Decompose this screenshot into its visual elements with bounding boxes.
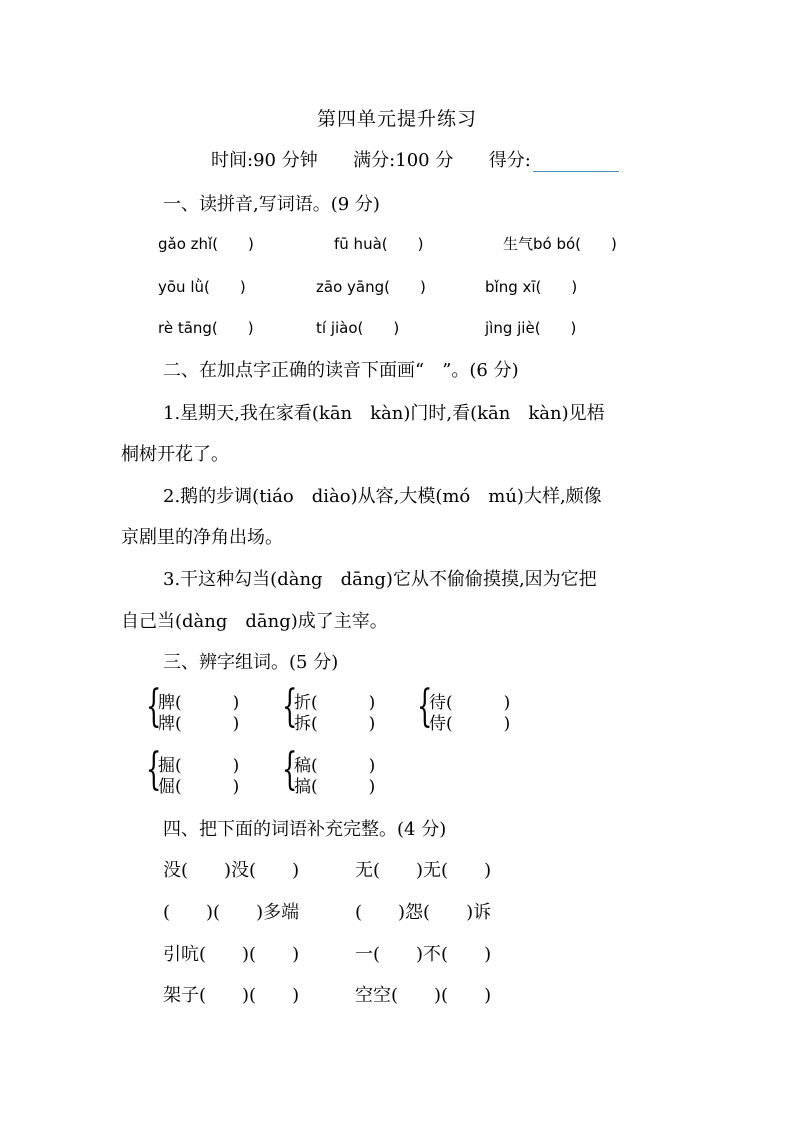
question-2-2-line-1: 2.鹅的步调(tiáo diào)从容,大模(mó mú)大样,颇像	[163, 486, 602, 507]
pinyin-item: tí jiào( )	[316, 319, 400, 337]
section-1-heading: 一、读拼音,写词语。(9 分)	[163, 194, 380, 215]
pinyin-item: zāo yāng( )	[316, 278, 426, 296]
idiom-item: ( )怨( )诉	[355, 902, 492, 923]
score-label: 得分:	[488, 150, 531, 171]
idiom-item: 没( )没( )	[163, 860, 300, 881]
idiom-item: 架子( )( )	[163, 985, 300, 1006]
score-blank[interactable]	[533, 153, 619, 172]
pinyin-item: rè tāng( )	[158, 319, 254, 337]
section-3-heading: 三、辨字组词。(5 分)	[163, 652, 339, 673]
section-4-heading: 四、把下面的词语补充完整。(4 分)	[163, 819, 447, 840]
brace-icon: {	[417, 681, 433, 732]
pinyin-item: bǐng xī( )	[485, 278, 578, 296]
question-2-3-line-2: 自己当(dàng dāng)成了主宰。	[121, 611, 388, 632]
idiom-item: 引吭( )( )	[163, 944, 300, 965]
brace-icon: {	[282, 744, 298, 795]
time-limit: 时间:90 分钟	[211, 150, 318, 171]
pinyin-item: jìng jiè( )	[485, 319, 577, 337]
section-2-heading: 二、在加点字正确的读音下面画“ ”。(6 分)	[163, 360, 519, 381]
page-title: 第四单元提升练习	[316, 108, 477, 130]
char-word-item: 倔( )	[158, 777, 240, 797]
char-pair-group	[146, 744, 276, 797]
char-word-item: 稿( )	[294, 756, 376, 776]
idiom-item: 一( )不( )	[355, 944, 492, 965]
idiom-item: 无( )无( )	[355, 860, 492, 881]
char-pair-group	[417, 681, 547, 734]
char-pair-group	[282, 681, 412, 734]
char-word-item: 脾( )	[158, 693, 240, 713]
question-2-1-line-2: 桐树开花了。	[121, 444, 229, 465]
idiom-item: ( )( )多端	[163, 902, 300, 923]
brace-icon: {	[282, 681, 298, 732]
exam-meta	[211, 146, 619, 172]
question-2-3-line-1: 3.干这种勾当(dàng dāng)它从不偷偷摸摸,因为它把	[163, 569, 597, 590]
char-word-item: 牌( )	[158, 714, 240, 734]
brace-icon: {	[146, 744, 162, 795]
brace-icon: {	[146, 681, 162, 732]
char-word-item: 折( )	[294, 693, 376, 713]
pinyin-item: 生气bó bó( )	[503, 235, 617, 253]
char-word-item: 侍( )	[429, 714, 511, 734]
char-pair-group	[282, 744, 412, 797]
question-2-2-line-2: 京剧里的净角出场。	[121, 527, 283, 548]
question-2-1-line-1: 1.星期天,我在家看(kān kàn)门时,看(kān kàn)见梧	[163, 403, 605, 424]
char-word-item: 掘( )	[158, 756, 240, 776]
char-pair-group	[146, 681, 276, 734]
idiom-item: 空空( )( )	[355, 985, 492, 1006]
pinyin-item: yōu lǜ( )	[158, 278, 246, 296]
pinyin-item: gǎo zhǐ( )	[158, 235, 254, 253]
char-word-item: 拆( )	[294, 714, 376, 734]
char-word-item: 待( )	[429, 693, 511, 713]
pinyin-item: fū huà( )	[334, 235, 424, 253]
char-word-item: 搞( )	[294, 777, 376, 797]
full-score: 满分:100 分	[353, 150, 454, 171]
